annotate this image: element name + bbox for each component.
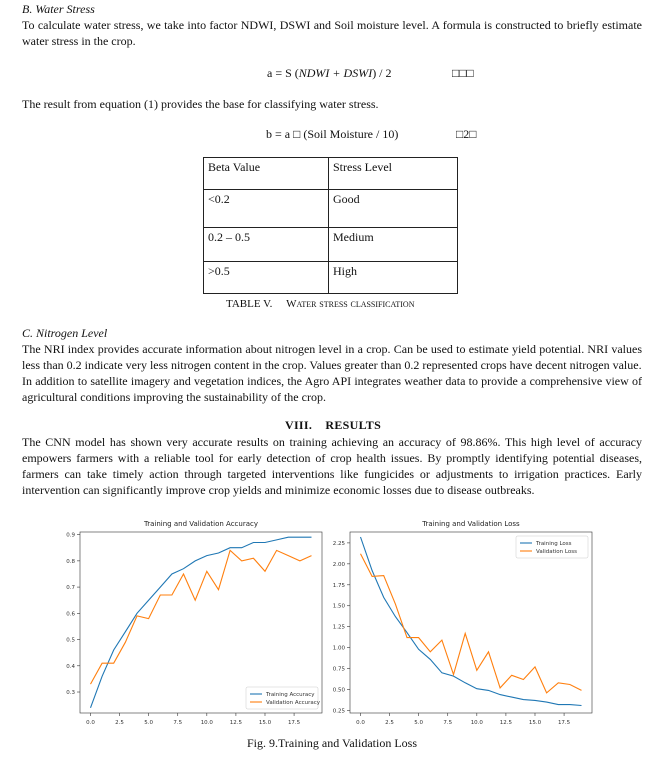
water-stress-paragraph-2: The result from equation (1) provides the base for classifying water stress. xyxy=(22,97,379,111)
x-tick-label: 15.0 xyxy=(528,720,542,726)
nitrogen-paragraph-1: The NRI index provides accurate information about nitrogen level in a crop. Can be used to estimate yield potential. NRI values less than 0.2 indicate very less nitrogen content in the crop. Values greater than 0.2 represented crops have decent nitrogen value. xyxy=(22,342,642,372)
x-tick-label: 15.0 xyxy=(258,720,272,726)
table-cell: >0.5 xyxy=(204,262,329,294)
y-tick-label: 2.00 xyxy=(332,561,345,568)
table-caption-label: TABLE V. xyxy=(226,298,273,310)
table-cell: Good xyxy=(329,190,458,228)
loss-chart xyxy=(325,515,595,730)
nitrogen-paragraph-2: In addition to satellite imagery and vegetation indices, the Agro API integrates weather data to provide a comprehensive view of agricultural conditions improving the sustainability of the crop. xyxy=(22,374,642,404)
y-tick-label: 0.75 xyxy=(332,666,345,673)
equation-2: b = a □ (Soil Moisture / 10) xyxy=(266,127,399,141)
legend-label: Validation Loss xyxy=(536,549,577,555)
legend-label: Validation Accuracy xyxy=(266,700,321,706)
table-cell: 0.2 – 0.5 xyxy=(204,228,329,262)
y-tick-label: 0.7 xyxy=(66,585,75,592)
x-tick-label: 12.5 xyxy=(229,720,243,726)
x-tick-label: 2.5 xyxy=(385,720,394,726)
results-paragraph: The CNN model has shown very accurate results on training achieving an accuracy of 98.86%. This high level of accuracy empowers farmers with a reliable tool for early detection of crop health issues. By promptly identifying potential diseases, farmers can take timely action through targeted interventions like fungicides or adjustments to irrigation practices. Early intervention can significantly improve crop yields and minimize economic losses due to disease outbreaks. xyxy=(22,435,642,497)
section-c-heading: C. Nitrogen Level xyxy=(22,326,108,340)
equation-2-number: □2□ xyxy=(456,127,477,141)
table-caption xyxy=(226,298,415,310)
y-tick-label: 1.50 xyxy=(332,603,345,610)
y-tick-label: 0.4 xyxy=(66,663,75,670)
accuracy-chart xyxy=(55,515,325,730)
x-tick-label: 17.5 xyxy=(287,720,301,726)
y-tick-label: 1.00 xyxy=(332,645,345,652)
results-heading: VIII. RESULTS xyxy=(285,418,382,432)
legend-label: Training Loss xyxy=(536,541,572,547)
x-tick-label: 10.0 xyxy=(470,720,483,726)
table-row xyxy=(204,190,458,228)
y-tick-label: 0.3 xyxy=(66,690,75,697)
chart-title: Training and Validation Loss xyxy=(422,520,520,528)
table-row xyxy=(204,228,458,262)
y-tick-label: 0.6 xyxy=(66,611,75,618)
table-header-row xyxy=(204,158,458,190)
x-tick-label: 5.0 xyxy=(414,720,424,726)
y-tick-label: 1.25 xyxy=(332,624,345,631)
x-tick-label: 10.0 xyxy=(200,720,213,726)
table-row xyxy=(204,262,458,294)
x-tick-label: 7.5 xyxy=(443,720,453,726)
eq1-rhs: ) / 2 xyxy=(372,66,392,80)
y-tick-label: 0.5 xyxy=(66,637,75,644)
table-caption-text: Water stress classification xyxy=(286,298,415,310)
water-stress-paragraph: To calculate water stress, we take into factor NDWI, DSWI and Soil moisture level. A formula is constructed to briefly estimate water stress in the crop. xyxy=(22,18,642,48)
y-tick-label: 0.50 xyxy=(332,687,345,694)
x-tick-label: 2.5 xyxy=(115,720,124,726)
x-tick-label: 7.5 xyxy=(173,720,183,726)
table-cell: High xyxy=(329,262,458,294)
plot-frame xyxy=(80,532,322,713)
section-b-heading: B. Water Stress xyxy=(22,2,95,16)
legend-label: Training Accuracy xyxy=(266,692,315,698)
table-cell: <0.2 xyxy=(204,190,329,228)
equation-1-number: □□□ xyxy=(452,66,474,80)
x-tick-label: 0.0 xyxy=(356,720,365,726)
x-tick-label: 17.5 xyxy=(557,720,571,726)
y-tick-label: 0.8 xyxy=(66,558,75,565)
table-header-cell: Stress Level xyxy=(329,158,458,190)
table-cell: Medium xyxy=(329,228,458,262)
y-tick-label: 0.9 xyxy=(66,532,75,539)
y-tick-label: 0.25 xyxy=(332,708,345,715)
water-stress-table xyxy=(203,157,458,294)
equation-1 xyxy=(267,66,392,81)
y-tick-label: 2.25 xyxy=(332,540,345,547)
chart-title: Training and Validation Accuracy xyxy=(144,520,258,528)
x-tick-label: 12.5 xyxy=(499,720,513,726)
eq1-expr: NDWI + DSWI xyxy=(298,66,373,80)
y-tick-label: 1.75 xyxy=(332,582,345,589)
x-tick-label: 5.0 xyxy=(144,720,154,726)
figure-caption: Fig. 9.Training and Validation Loss xyxy=(247,736,418,750)
table-header-cell: Beta Value xyxy=(204,158,329,190)
x-tick-label: 0.0 xyxy=(86,720,95,726)
eq1-lhs: a = S ( xyxy=(267,66,299,80)
